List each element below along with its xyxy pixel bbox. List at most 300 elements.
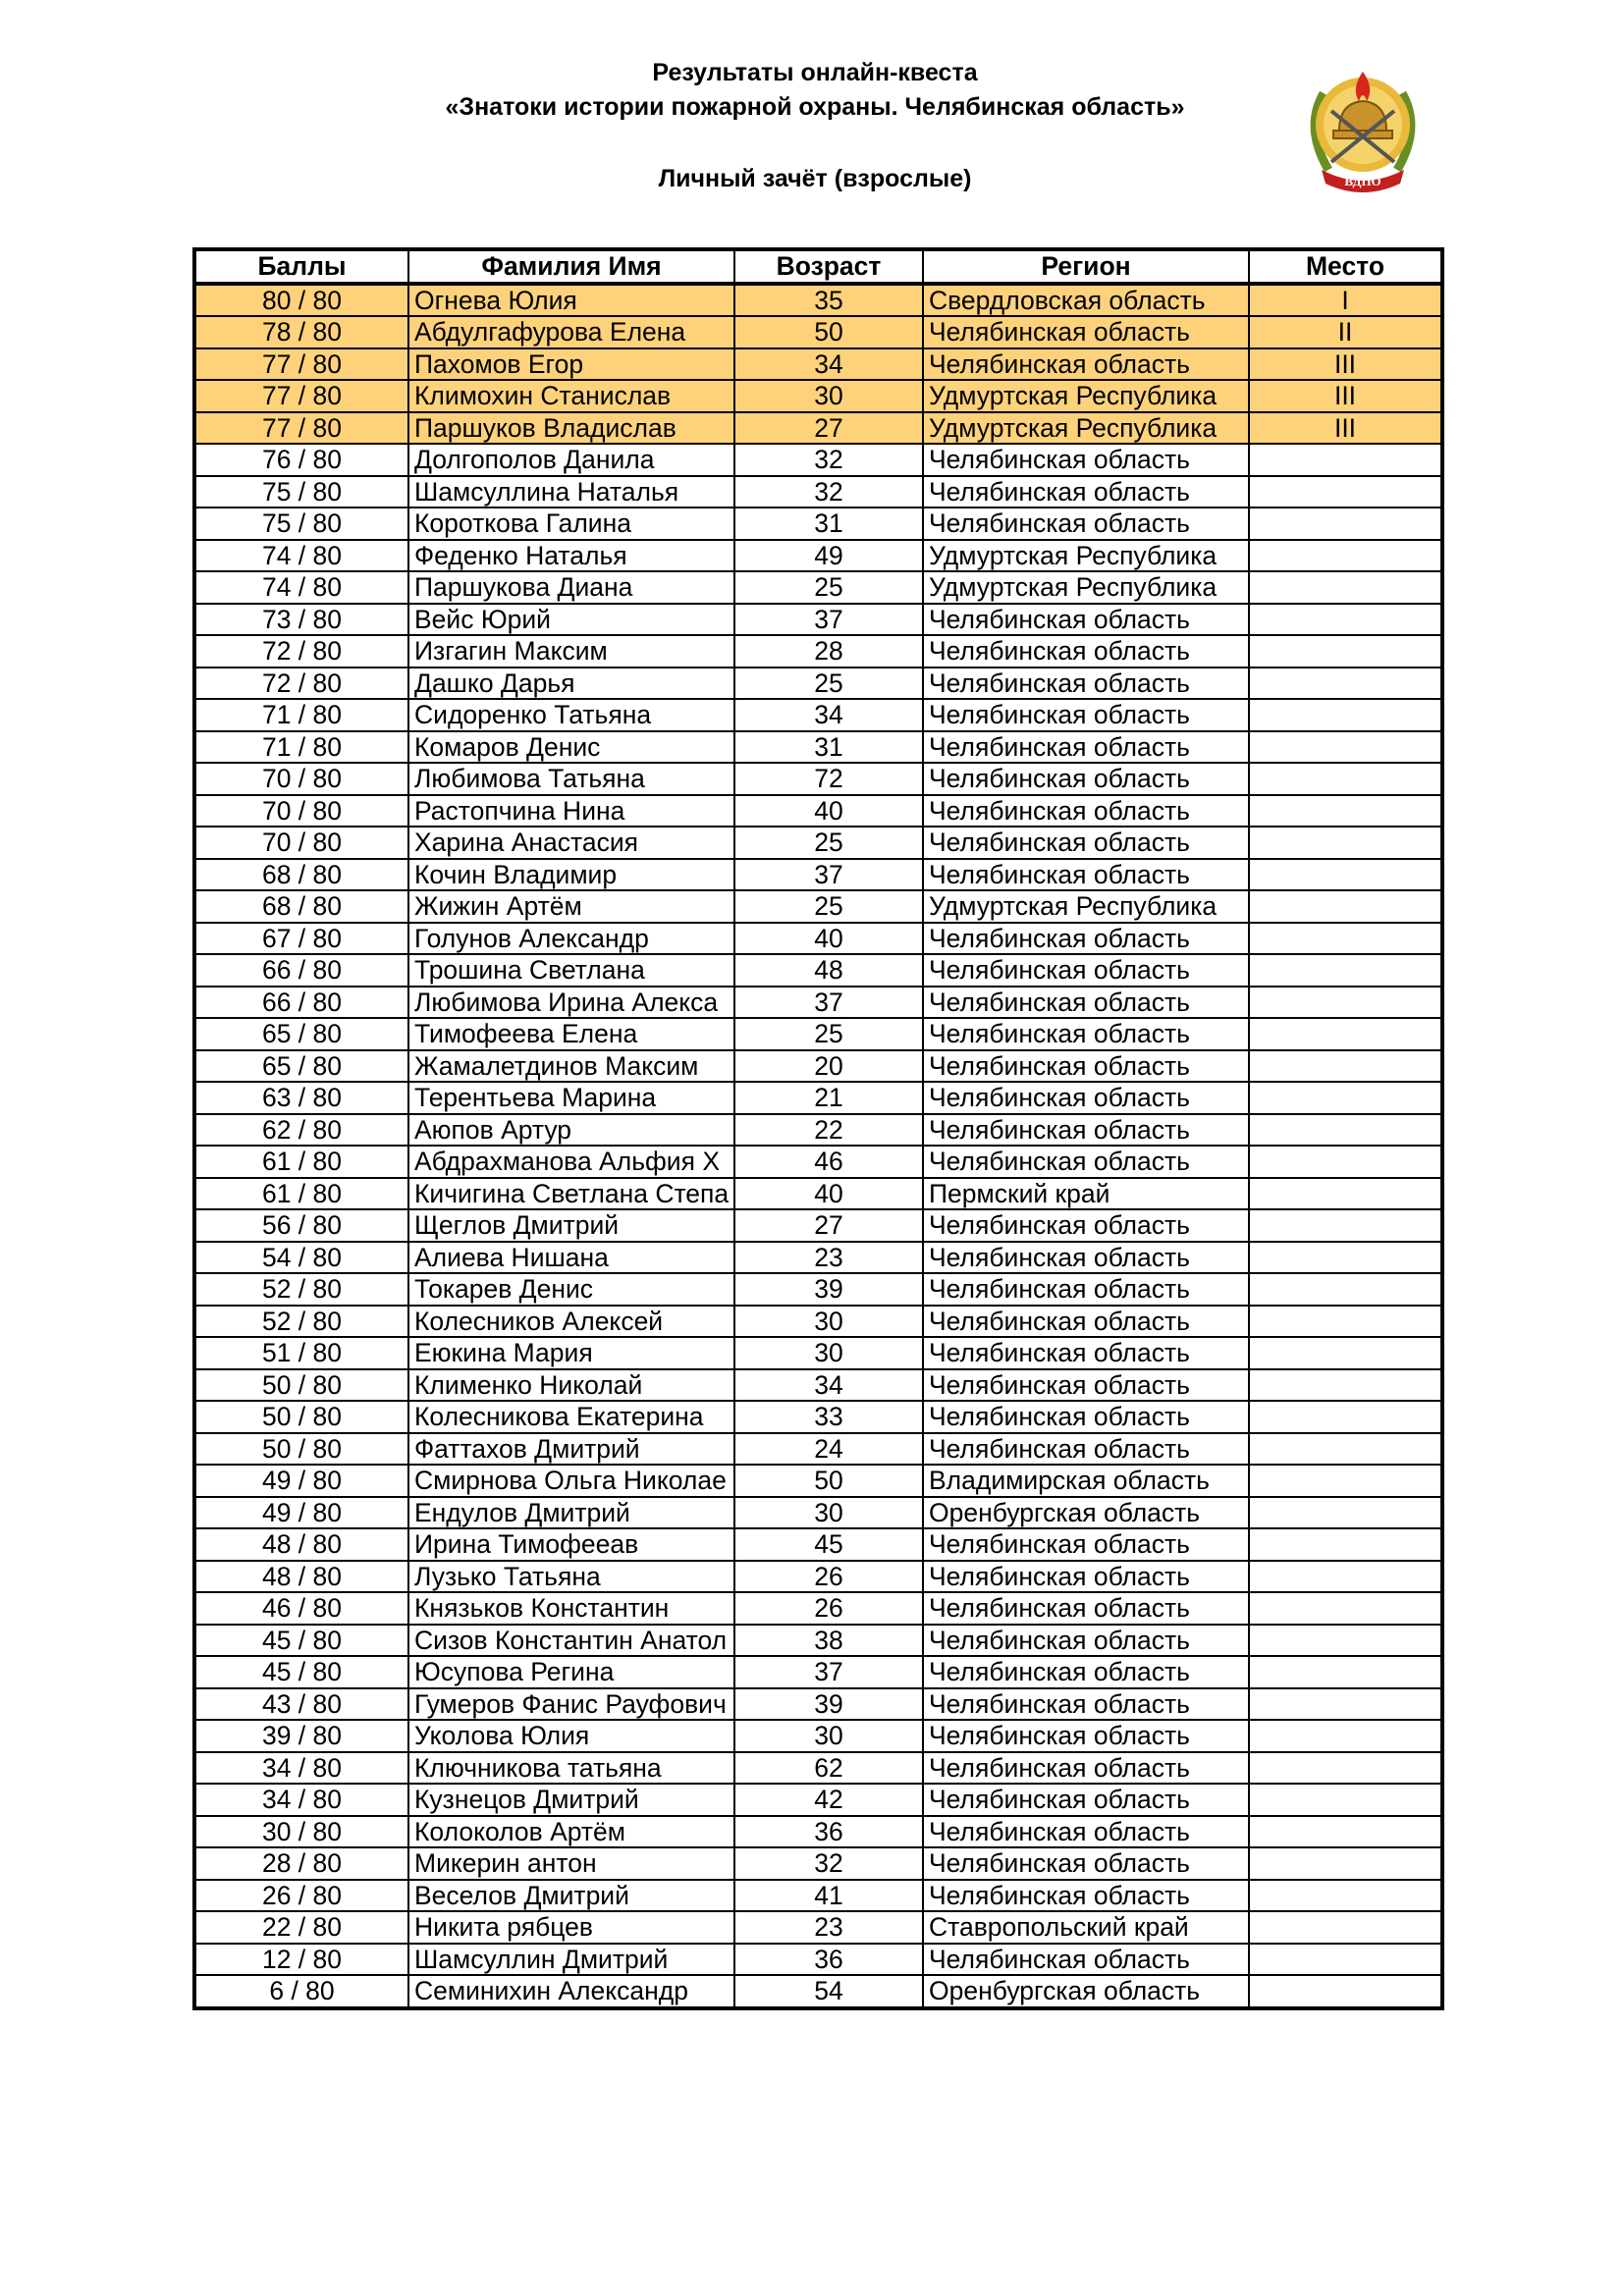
- logo-ribbon-text: ВДПО: [1344, 174, 1381, 188]
- cell-score: 61 / 80: [194, 1178, 408, 1210]
- cell-score: 22 / 80: [194, 1911, 408, 1944]
- cell-place: [1249, 923, 1442, 955]
- cell-place: [1249, 667, 1442, 700]
- cell-place: [1249, 1273, 1442, 1306]
- cell-region: Челябинская область: [923, 1273, 1249, 1306]
- cell-age: 32: [734, 1847, 923, 1880]
- cell-place: [1249, 1880, 1442, 1912]
- cell-age: 42: [734, 1784, 923, 1816]
- cell-region: Челябинская область: [923, 763, 1249, 795]
- table-row: [194, 1369, 1442, 1402]
- cell-name: Шамсуллин Дмитрий: [408, 1944, 734, 1976]
- cell-name: Огнева Юлия: [408, 284, 734, 317]
- cell-name: Уколова Юлия: [408, 1720, 734, 1752]
- cell-score: 52 / 80: [194, 1273, 408, 1306]
- cell-name: Жижин Артём: [408, 890, 734, 923]
- table-row: [194, 1528, 1442, 1561]
- table-row: [194, 731, 1442, 764]
- cell-name: Абдулгафурова Елена: [408, 316, 734, 348]
- results-table: [192, 247, 1444, 2010]
- cell-name: Токарев Денис: [408, 1273, 734, 1306]
- cell-score: 71 / 80: [194, 731, 408, 764]
- cell-region: Челябинская область: [923, 444, 1249, 476]
- cell-region: Удмуртская Республика: [923, 540, 1249, 572]
- cell-region: Челябинская область: [923, 1209, 1249, 1242]
- cell-place: [1249, 1209, 1442, 1242]
- cell-age: 50: [734, 1465, 923, 1497]
- table-row: [194, 1592, 1442, 1625]
- table-body: [194, 284, 1442, 2008]
- cell-age: 62: [734, 1752, 923, 1785]
- cell-age: 34: [734, 348, 923, 381]
- cell-name: Сизов Константин Анатол: [408, 1625, 734, 1657]
- cell-score: 72 / 80: [194, 667, 408, 700]
- table-row: [194, 1401, 1442, 1433]
- table-row: [194, 316, 1442, 348]
- cell-score: 74 / 80: [194, 571, 408, 604]
- cell-region: Челябинская область: [923, 1337, 1249, 1369]
- cell-score: 78 / 80: [194, 316, 408, 348]
- cell-age: 50: [734, 316, 923, 348]
- cell-name: Климохин Станислав: [408, 380, 734, 412]
- cell-name: Никита рябцев: [408, 1911, 734, 1944]
- cell-region: Челябинская область: [923, 1880, 1249, 1912]
- cell-score: 12 / 80: [194, 1944, 408, 1976]
- table-row: [194, 1146, 1442, 1178]
- cell-place: [1249, 1369, 1442, 1402]
- cell-region: Челябинская область: [923, 1528, 1249, 1561]
- cell-score: 6 / 80: [194, 1975, 408, 2008]
- cell-place: [1249, 476, 1442, 508]
- cell-place: [1249, 1306, 1442, 1338]
- cell-region: Удмуртская Республика: [923, 380, 1249, 412]
- cell-name: Колоколов Артём: [408, 1816, 734, 1848]
- cell-score: 65 / 80: [194, 1050, 408, 1083]
- cell-place: I: [1249, 284, 1442, 317]
- cell-age: 54: [734, 1975, 923, 2008]
- column-header-place: Место: [1249, 249, 1442, 284]
- table-row: [194, 1433, 1442, 1466]
- cell-age: 72: [734, 763, 923, 795]
- cell-place: [1249, 1656, 1442, 1688]
- cell-name: Ключникова татьяна: [408, 1752, 734, 1785]
- cell-place: [1249, 1975, 1442, 2008]
- cell-place: [1249, 1018, 1442, 1050]
- table-row: [194, 412, 1442, 445]
- cell-place: [1249, 763, 1442, 795]
- table-row: [194, 348, 1442, 381]
- table-row: [194, 1337, 1442, 1369]
- cell-place: [1249, 859, 1442, 891]
- cell-name: Колесников Алексей: [408, 1306, 734, 1338]
- table-row: [194, 1209, 1442, 1242]
- cell-place: [1249, 1784, 1442, 1816]
- table-row: [194, 699, 1442, 731]
- cell-place: [1249, 507, 1442, 540]
- cell-place: [1249, 1465, 1442, 1497]
- cell-score: 66 / 80: [194, 954, 408, 987]
- cell-name: Юсупова Регина: [408, 1656, 734, 1688]
- cell-age: 49: [734, 540, 923, 572]
- table-header-row: [194, 249, 1442, 284]
- cell-score: 48 / 80: [194, 1561, 408, 1593]
- cell-age: 25: [734, 827, 923, 859]
- vdpo-emblem-logo: [1294, 54, 1432, 201]
- cell-place: [1249, 795, 1442, 828]
- cell-name: Кочин Владимир: [408, 859, 734, 891]
- cell-name: Жамалетдинов Максим: [408, 1050, 734, 1083]
- cell-place: [1249, 1752, 1442, 1785]
- cell-age: 30: [734, 1337, 923, 1369]
- table-row: [194, 1847, 1442, 1880]
- cell-place: [1249, 890, 1442, 923]
- table-row: [194, 1273, 1442, 1306]
- cell-place: [1249, 571, 1442, 604]
- cell-score: 28 / 80: [194, 1847, 408, 1880]
- cell-score: 52 / 80: [194, 1306, 408, 1338]
- cell-place: III: [1249, 380, 1442, 412]
- cell-age: 25: [734, 1018, 923, 1050]
- column-header-age: Возраст: [734, 249, 923, 284]
- cell-place: [1249, 1114, 1442, 1147]
- cell-region: Челябинская область: [923, 348, 1249, 381]
- table-row: [194, 795, 1442, 828]
- cell-name: Шамсуллина Наталья: [408, 476, 734, 508]
- table-row: [194, 1784, 1442, 1816]
- page-title-line1: Результаты онлайн-квеста: [652, 59, 978, 86]
- cell-region: Владимирская область: [923, 1465, 1249, 1497]
- cell-name: Ендулов Дмитрий: [408, 1497, 734, 1529]
- table-row: [194, 1497, 1442, 1529]
- cell-age: 27: [734, 1209, 923, 1242]
- cell-score: 75 / 80: [194, 507, 408, 540]
- cell-name: Клименко Николай: [408, 1369, 734, 1402]
- cell-name: Изгагин Максим: [408, 635, 734, 667]
- cell-name: Аюпов Артур: [408, 1114, 734, 1147]
- cell-place: [1249, 827, 1442, 859]
- cell-region: Челябинская область: [923, 859, 1249, 891]
- cell-age: 36: [734, 1816, 923, 1848]
- cell-score: 50 / 80: [194, 1433, 408, 1466]
- table-row: [194, 540, 1442, 572]
- cell-place: [1249, 635, 1442, 667]
- cell-score: 66 / 80: [194, 987, 408, 1019]
- table-row: [194, 1656, 1442, 1688]
- cell-score: 77 / 80: [194, 348, 408, 381]
- cell-score: 61 / 80: [194, 1146, 408, 1178]
- cell-name: Семинихин Александр: [408, 1975, 734, 2008]
- cell-place: [1249, 1911, 1442, 1944]
- cell-score: 72 / 80: [194, 635, 408, 667]
- cell-score: 56 / 80: [194, 1209, 408, 1242]
- cell-age: 39: [734, 1273, 923, 1306]
- cell-region: Челябинская область: [923, 1752, 1249, 1785]
- cell-score: 48 / 80: [194, 1528, 408, 1561]
- table-row: [194, 1688, 1442, 1721]
- cell-place: [1249, 1847, 1442, 1880]
- cell-name: Микерин антон: [408, 1847, 734, 1880]
- cell-region: Челябинская область: [923, 1433, 1249, 1466]
- cell-age: 37: [734, 987, 923, 1019]
- cell-name: Алиева Нишана: [408, 1242, 734, 1274]
- table-row: [194, 1625, 1442, 1657]
- cell-place: [1249, 540, 1442, 572]
- table-row: [194, 859, 1442, 891]
- cell-score: 49 / 80: [194, 1465, 408, 1497]
- table-row: [194, 1018, 1442, 1050]
- cell-score: 68 / 80: [194, 859, 408, 891]
- column-header-region: Регион: [923, 249, 1249, 284]
- table-row: [194, 1465, 1442, 1497]
- cell-age: 40: [734, 795, 923, 828]
- cell-place: [1249, 1401, 1442, 1433]
- cell-place: [1249, 987, 1442, 1019]
- table-row: [194, 923, 1442, 955]
- cell-name: Феденко Наталья: [408, 540, 734, 572]
- cell-place: [1249, 1433, 1442, 1466]
- table-row: [194, 444, 1442, 476]
- table-row: [194, 954, 1442, 987]
- column-header-name: Фамилия Имя: [408, 249, 734, 284]
- table-row: [194, 1082, 1442, 1114]
- cell-region: Челябинская область: [923, 507, 1249, 540]
- table-row: [194, 1050, 1442, 1083]
- table-row: [194, 507, 1442, 540]
- cell-age: 37: [734, 604, 923, 636]
- cell-name: Смирнова Ольга Николае: [408, 1465, 734, 1497]
- cell-age: 32: [734, 444, 923, 476]
- cell-age: 22: [734, 1114, 923, 1147]
- cell-region: Челябинская область: [923, 1050, 1249, 1083]
- cell-place: [1249, 1146, 1442, 1178]
- cell-region: Челябинская область: [923, 1944, 1249, 1976]
- cell-region: Челябинская область: [923, 1847, 1249, 1880]
- cell-place: [1249, 954, 1442, 987]
- cell-age: 41: [734, 1880, 923, 1912]
- cell-place: II: [1249, 316, 1442, 348]
- cell-age: 37: [734, 859, 923, 891]
- table-row: [194, 1114, 1442, 1147]
- cell-score: 54 / 80: [194, 1242, 408, 1274]
- table-row: [194, 987, 1442, 1019]
- cell-name: Долгополов Данила: [408, 444, 734, 476]
- cell-score: 77 / 80: [194, 380, 408, 412]
- cell-region: Челябинская область: [923, 1625, 1249, 1657]
- cell-region: Челябинская область: [923, 476, 1249, 508]
- cell-name: Дашко Дарья: [408, 667, 734, 700]
- table-row: [194, 1306, 1442, 1338]
- cell-score: 80 / 80: [194, 284, 408, 317]
- cell-place: [1249, 1816, 1442, 1848]
- cell-region: Челябинская область: [923, 1784, 1249, 1816]
- cell-name: Пахомов Егор: [408, 348, 734, 381]
- cell-name: Ирина Тимофееав: [408, 1528, 734, 1561]
- cell-age: 48: [734, 954, 923, 987]
- cell-place: [1249, 1050, 1442, 1083]
- cell-age: 26: [734, 1592, 923, 1625]
- table-row: [194, 763, 1442, 795]
- table-row: [194, 1880, 1442, 1912]
- cell-region: Челябинская область: [923, 1242, 1249, 1274]
- cell-region: Челябинская область: [923, 987, 1249, 1019]
- cell-region: Челябинская область: [923, 1401, 1249, 1433]
- cell-region: Челябинская область: [923, 1592, 1249, 1625]
- page-title-line2: «Знатоки истории пожарной охраны. Челябинская область»: [445, 93, 1185, 121]
- cell-region: Пермский край: [923, 1178, 1249, 1210]
- cell-place: III: [1249, 348, 1442, 381]
- cell-region: Удмуртская Республика: [923, 890, 1249, 923]
- cell-place: [1249, 604, 1442, 636]
- cell-region: Челябинская область: [923, 795, 1249, 828]
- cell-name: Харина Анастасия: [408, 827, 734, 859]
- cell-name: Вейс Юрий: [408, 604, 734, 636]
- cell-place: [1249, 1688, 1442, 1721]
- cell-region: Челябинская область: [923, 1816, 1249, 1848]
- cell-region: Челябинская область: [923, 667, 1249, 700]
- cell-region: Челябинская область: [923, 1114, 1249, 1147]
- cell-score: 70 / 80: [194, 763, 408, 795]
- cell-score: 62 / 80: [194, 1114, 408, 1147]
- table-row: [194, 1752, 1442, 1785]
- cell-age: 23: [734, 1242, 923, 1274]
- cell-name: Щеглов Дмитрий: [408, 1209, 734, 1242]
- cell-age: 46: [734, 1146, 923, 1178]
- cell-score: 70 / 80: [194, 795, 408, 828]
- table-row: [194, 1242, 1442, 1274]
- cell-region: Челябинская область: [923, 604, 1249, 636]
- cell-name: Любимова Татьяна: [408, 763, 734, 795]
- cell-age: 25: [734, 667, 923, 700]
- cell-region: Челябинская область: [923, 699, 1249, 731]
- cell-age: 38: [734, 1625, 923, 1657]
- cell-region: Челябинская область: [923, 954, 1249, 987]
- cell-age: 30: [734, 1720, 923, 1752]
- cell-age: 24: [734, 1433, 923, 1466]
- cell-age: 40: [734, 923, 923, 955]
- cell-region: Удмуртская Республика: [923, 412, 1249, 445]
- cell-name: Сидоренко Татьяна: [408, 699, 734, 731]
- cell-name: Кузнецов Дмитрий: [408, 1784, 734, 1816]
- cell-name: Колесникова Екатерина: [408, 1401, 734, 1433]
- table-row: [194, 604, 1442, 636]
- cell-place: [1249, 1720, 1442, 1752]
- cell-place: [1249, 1337, 1442, 1369]
- cell-region: Челябинская область: [923, 635, 1249, 667]
- table-row: [194, 571, 1442, 604]
- table-row: [194, 380, 1442, 412]
- table-row: [194, 667, 1442, 700]
- cell-name: Паршукова Диана: [408, 571, 734, 604]
- cell-region: Челябинская область: [923, 1146, 1249, 1178]
- table-row: [194, 890, 1442, 923]
- table-row: [194, 476, 1442, 508]
- cell-place: [1249, 1944, 1442, 1976]
- cell-name: Князьков Константин: [408, 1592, 734, 1625]
- table-row: [194, 1178, 1442, 1210]
- table-row: [194, 827, 1442, 859]
- cell-score: 63 / 80: [194, 1082, 408, 1114]
- cell-place: [1249, 699, 1442, 731]
- table-row: [194, 1720, 1442, 1752]
- cell-name: Голунов Александр: [408, 923, 734, 955]
- cell-region: Ставропольский край: [923, 1911, 1249, 1944]
- cell-region: Удмуртская Республика: [923, 571, 1249, 604]
- cell-region: Свердловская область: [923, 284, 1249, 317]
- cell-score: 51 / 80: [194, 1337, 408, 1369]
- cell-region: Челябинская область: [923, 1369, 1249, 1402]
- cell-place: [1249, 444, 1442, 476]
- cell-name: Любимова Ирина Алекса: [408, 987, 734, 1019]
- cell-age: 28: [734, 635, 923, 667]
- cell-score: 73 / 80: [194, 604, 408, 636]
- cell-score: 26 / 80: [194, 1880, 408, 1912]
- cell-score: 49 / 80: [194, 1497, 408, 1529]
- table-row: [194, 1975, 1442, 2008]
- cell-name: Лузько Татьяна: [408, 1561, 734, 1593]
- cell-region: Челябинская область: [923, 316, 1249, 348]
- cell-place: [1249, 731, 1442, 764]
- cell-name: Комаров Денис: [408, 731, 734, 764]
- cell-name: Абдрахманова Альфия Х: [408, 1146, 734, 1178]
- cell-score: 46 / 80: [194, 1592, 408, 1625]
- cell-age: 33: [734, 1401, 923, 1433]
- cell-region: Челябинская область: [923, 1656, 1249, 1688]
- table-row: [194, 284, 1442, 317]
- cell-region: Челябинская область: [923, 923, 1249, 955]
- cell-name: Терентьева Марина: [408, 1082, 734, 1114]
- cell-region: Оренбургская область: [923, 1497, 1249, 1529]
- cell-age: 23: [734, 1911, 923, 1944]
- cell-place: [1249, 1592, 1442, 1625]
- cell-age: 21: [734, 1082, 923, 1114]
- cell-place: [1249, 1082, 1442, 1114]
- cell-name: Трошина Светлана: [408, 954, 734, 987]
- cell-region: Челябинская область: [923, 731, 1249, 764]
- cell-place: [1249, 1242, 1442, 1274]
- cell-score: 34 / 80: [194, 1752, 408, 1785]
- cell-region: Челябинская область: [923, 1720, 1249, 1752]
- cell-score: 67 / 80: [194, 923, 408, 955]
- cell-age: 25: [734, 571, 923, 604]
- page-subtitle: Личный зачёт (взрослые): [658, 165, 972, 192]
- cell-name: Еюкина Мария: [408, 1337, 734, 1369]
- cell-score: 34 / 80: [194, 1784, 408, 1816]
- cell-place: [1249, 1497, 1442, 1529]
- cell-region: Челябинская область: [923, 1688, 1249, 1721]
- cell-place: III: [1249, 412, 1442, 445]
- cell-age: 39: [734, 1688, 923, 1721]
- cell-age: 35: [734, 284, 923, 317]
- cell-region: Челябинская область: [923, 1306, 1249, 1338]
- cell-age: 37: [734, 1656, 923, 1688]
- cell-age: 25: [734, 890, 923, 923]
- table-row: [194, 1911, 1442, 1944]
- cell-name: Гумеров Фанис Рауфович: [408, 1688, 734, 1721]
- cell-age: 27: [734, 412, 923, 445]
- cell-score: 75 / 80: [194, 476, 408, 508]
- cell-age: 34: [734, 699, 923, 731]
- cell-age: 31: [734, 507, 923, 540]
- cell-score: 50 / 80: [194, 1369, 408, 1402]
- cell-place: [1249, 1178, 1442, 1210]
- cell-name: Тимофеева Елена: [408, 1018, 734, 1050]
- cell-age: 30: [734, 1497, 923, 1529]
- cell-name: Паршуков Владислав: [408, 412, 734, 445]
- cell-age: 32: [734, 476, 923, 508]
- cell-age: 40: [734, 1178, 923, 1210]
- cell-place: [1249, 1528, 1442, 1561]
- cell-name: Растопчина Нина: [408, 795, 734, 828]
